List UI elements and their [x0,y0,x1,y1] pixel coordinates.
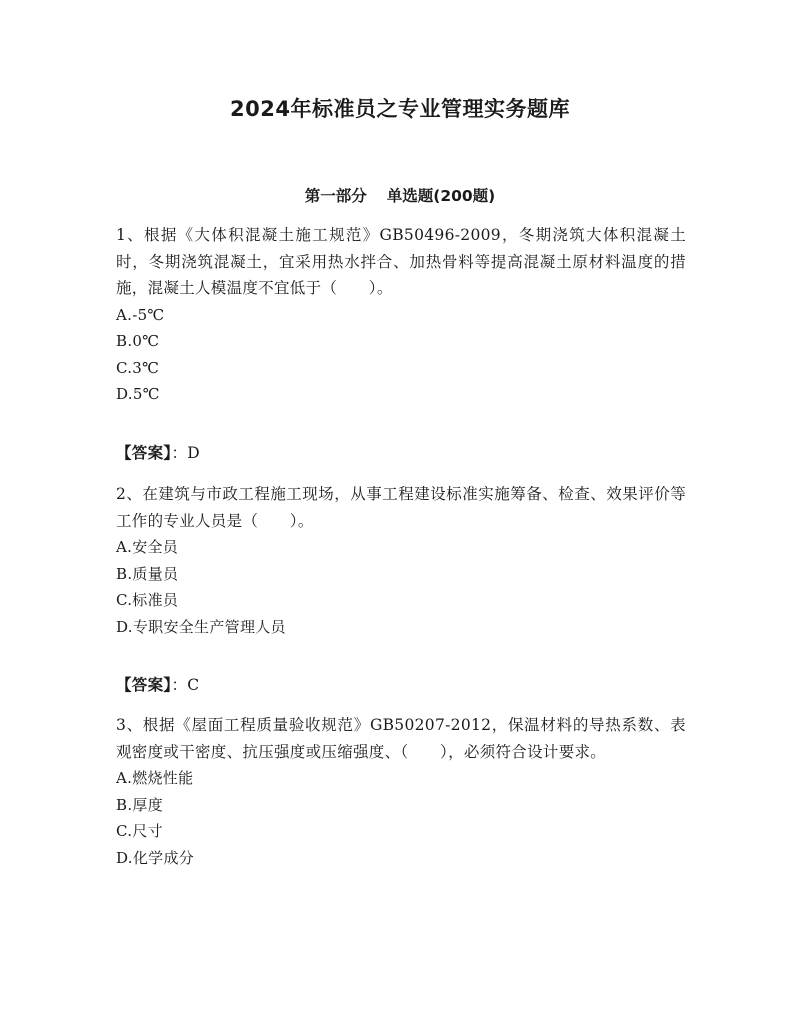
option-c: C.3℃ [116,358,160,377]
section-label: 第一部分 [304,187,367,205]
answer-value: C [187,676,200,694]
answer-2 [116,672,199,698]
option-a: A.-5℃ [116,305,165,324]
option-b: B.厚度 [116,795,163,814]
answer-1 [116,440,200,466]
answer-label: 【答案】 [116,675,172,694]
question-stem: 3、根据《屋面工程质量验收规范》GB50207-2012，保温材料的导热系数、表观密度或干密度、抗压强度或压缩强度、（ ），必须符合设计要求。 [116,716,686,761]
question-1 [116,222,686,408]
question-stem: 2、在建筑与市政工程施工现场，从事工程建设标准实施筹备、检查、效果评价等工作的专业人员是（ ）。 [116,485,686,530]
answer-value: D [187,444,200,462]
question-stem: 1、根据《大体积混凝土施工规范》GB50496-2009，冬期浇筑大体积混凝土时，冬期浇筑混凝土，宜采用热水拌合、加热骨料等提高混凝土原材料温度的措施，混凝土人模温度不宜低于（ ）。 [116,226,686,297]
option-b: B.质量员 [116,564,179,583]
option-b: B.0℃ [116,332,160,350]
option-d: D.化学成分 [116,848,195,867]
option-a: A.安全员 [116,538,179,556]
question-3 [116,712,686,871]
section-heading [0,184,800,208]
option-a: A.燃烧性能 [116,769,194,787]
option-d: D.5℃ [116,385,160,403]
option-d: D.专职安全生产管理人员 [116,617,286,636]
option-c: C.标准员 [116,591,179,609]
answer-separator: ： [171,444,188,462]
answer-label: 【答案】 [116,443,172,462]
document-title: 2024年标准员之专业管理实务题库 [230,97,570,121]
section-name: 单选题(200题) [386,187,496,205]
answer-separator: ： [171,676,188,694]
question-2 [116,481,686,640]
option-c: C.尺寸 [116,822,163,840]
